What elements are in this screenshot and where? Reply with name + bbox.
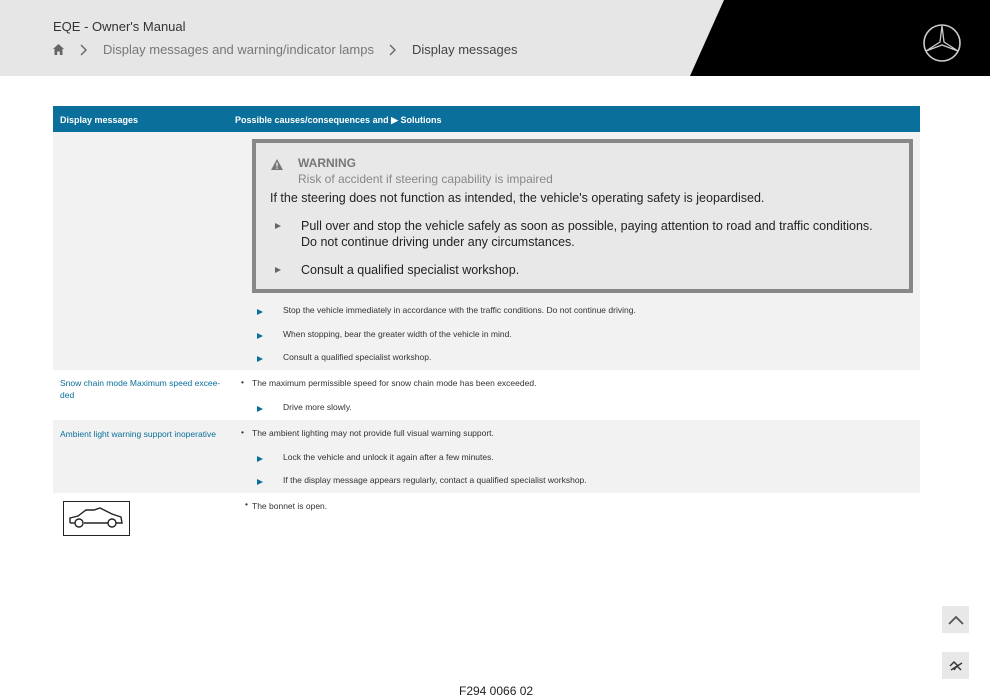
warning-step-line: Do not continue driving under any circumstances. — [301, 235, 575, 249]
accessibility-button[interactable] — [942, 652, 969, 679]
table-row — [53, 493, 920, 543]
play-arrow-icon — [256, 455, 264, 463]
label-line: Snow chain mode Maximum speed excee- — [60, 378, 221, 388]
scroll-top-button[interactable] — [942, 606, 969, 633]
breadcrumb — [52, 42, 517, 57]
display-message-label[interactable]: Ambient light warning support inoperative — [60, 429, 216, 439]
solution-step: Lock the vehicle and unlock it again after a few minutes. — [283, 452, 494, 462]
table-row — [53, 420, 920, 493]
play-arrow-icon — [274, 266, 282, 274]
column-header-causes: Possible causes/consequences and ▶ Solutions — [235, 115, 442, 125]
bullet-marker: • — [241, 377, 244, 387]
breadcrumb-link[interactable]: Display messages and warning/indicator lamps — [103, 42, 374, 57]
cause-text: The maximum permissible speed for snow chain mode has been exceeded. — [252, 378, 537, 388]
warning-subtitle: Risk of accident if steering capability is impaired — [298, 172, 553, 186]
bullet-marker: • — [241, 427, 244, 437]
solution-step: If the display message appears regularly, contact a qualified specialist workshop. — [283, 475, 587, 485]
solution-step: When stopping, bear the greater width of the vehicle in mind. — [283, 329, 512, 339]
play-arrow-icon — [256, 478, 264, 486]
cause-text: The bonnet is open. — [252, 501, 328, 511]
table-row — [53, 132, 920, 370]
play-arrow-icon — [256, 332, 264, 340]
breadcrumb-current: Display messages — [411, 42, 518, 57]
solution-step: Drive more slowly. — [283, 402, 352, 412]
home-icon[interactable] — [52, 43, 65, 57]
display-message-label[interactable] — [60, 377, 220, 401]
warning-step: Consult a qualified specialist workshop. — [301, 263, 520, 277]
column-header-messages: Display messages — [60, 115, 139, 125]
car-bonnet-open-icon — [63, 501, 130, 536]
play-arrow-icon — [274, 222, 282, 230]
bullet-marker: • — [245, 499, 248, 509]
play-arrow-icon — [256, 355, 264, 363]
warning-title: WARNING — [298, 156, 356, 170]
mercedes-star-logo[interactable] — [922, 23, 962, 63]
warning-triangle-icon — [270, 158, 284, 171]
chevron-right-icon — [79, 43, 89, 57]
chevron-up-icon — [948, 615, 964, 625]
warning-box — [252, 139, 913, 293]
solution-step: Consult a qualified specialist workshop. — [283, 352, 432, 362]
accessibility-icon — [948, 660, 964, 672]
warning-step — [301, 218, 873, 250]
app-title: EQE - Owner's Manual — [53, 19, 186, 34]
play-arrow-icon — [256, 405, 264, 413]
solution-step: Stop the vehicle immediately in accordance with the traffic conditions. Do not continue driving. — [283, 305, 636, 315]
cause-text: The ambient lighting may not provide full visual warning support. — [252, 428, 494, 438]
figure-code: F294 0066 02 — [459, 684, 534, 698]
warning-body: If the steering does not function as intended, the vehicle's operating safety is jeopardised. — [270, 191, 765, 205]
table-row — [53, 370, 920, 420]
chevron-right-icon — [388, 43, 398, 57]
display-messages-table — [53, 106, 920, 543]
label-line: ded — [60, 390, 75, 400]
table-header — [53, 106, 920, 132]
header — [0, 0, 990, 76]
warning-step-line: Pull over and stop the vehicle safely as soon as possible, paying attention to road and traffic conditions. — [301, 219, 873, 233]
play-arrow-icon — [256, 308, 264, 316]
